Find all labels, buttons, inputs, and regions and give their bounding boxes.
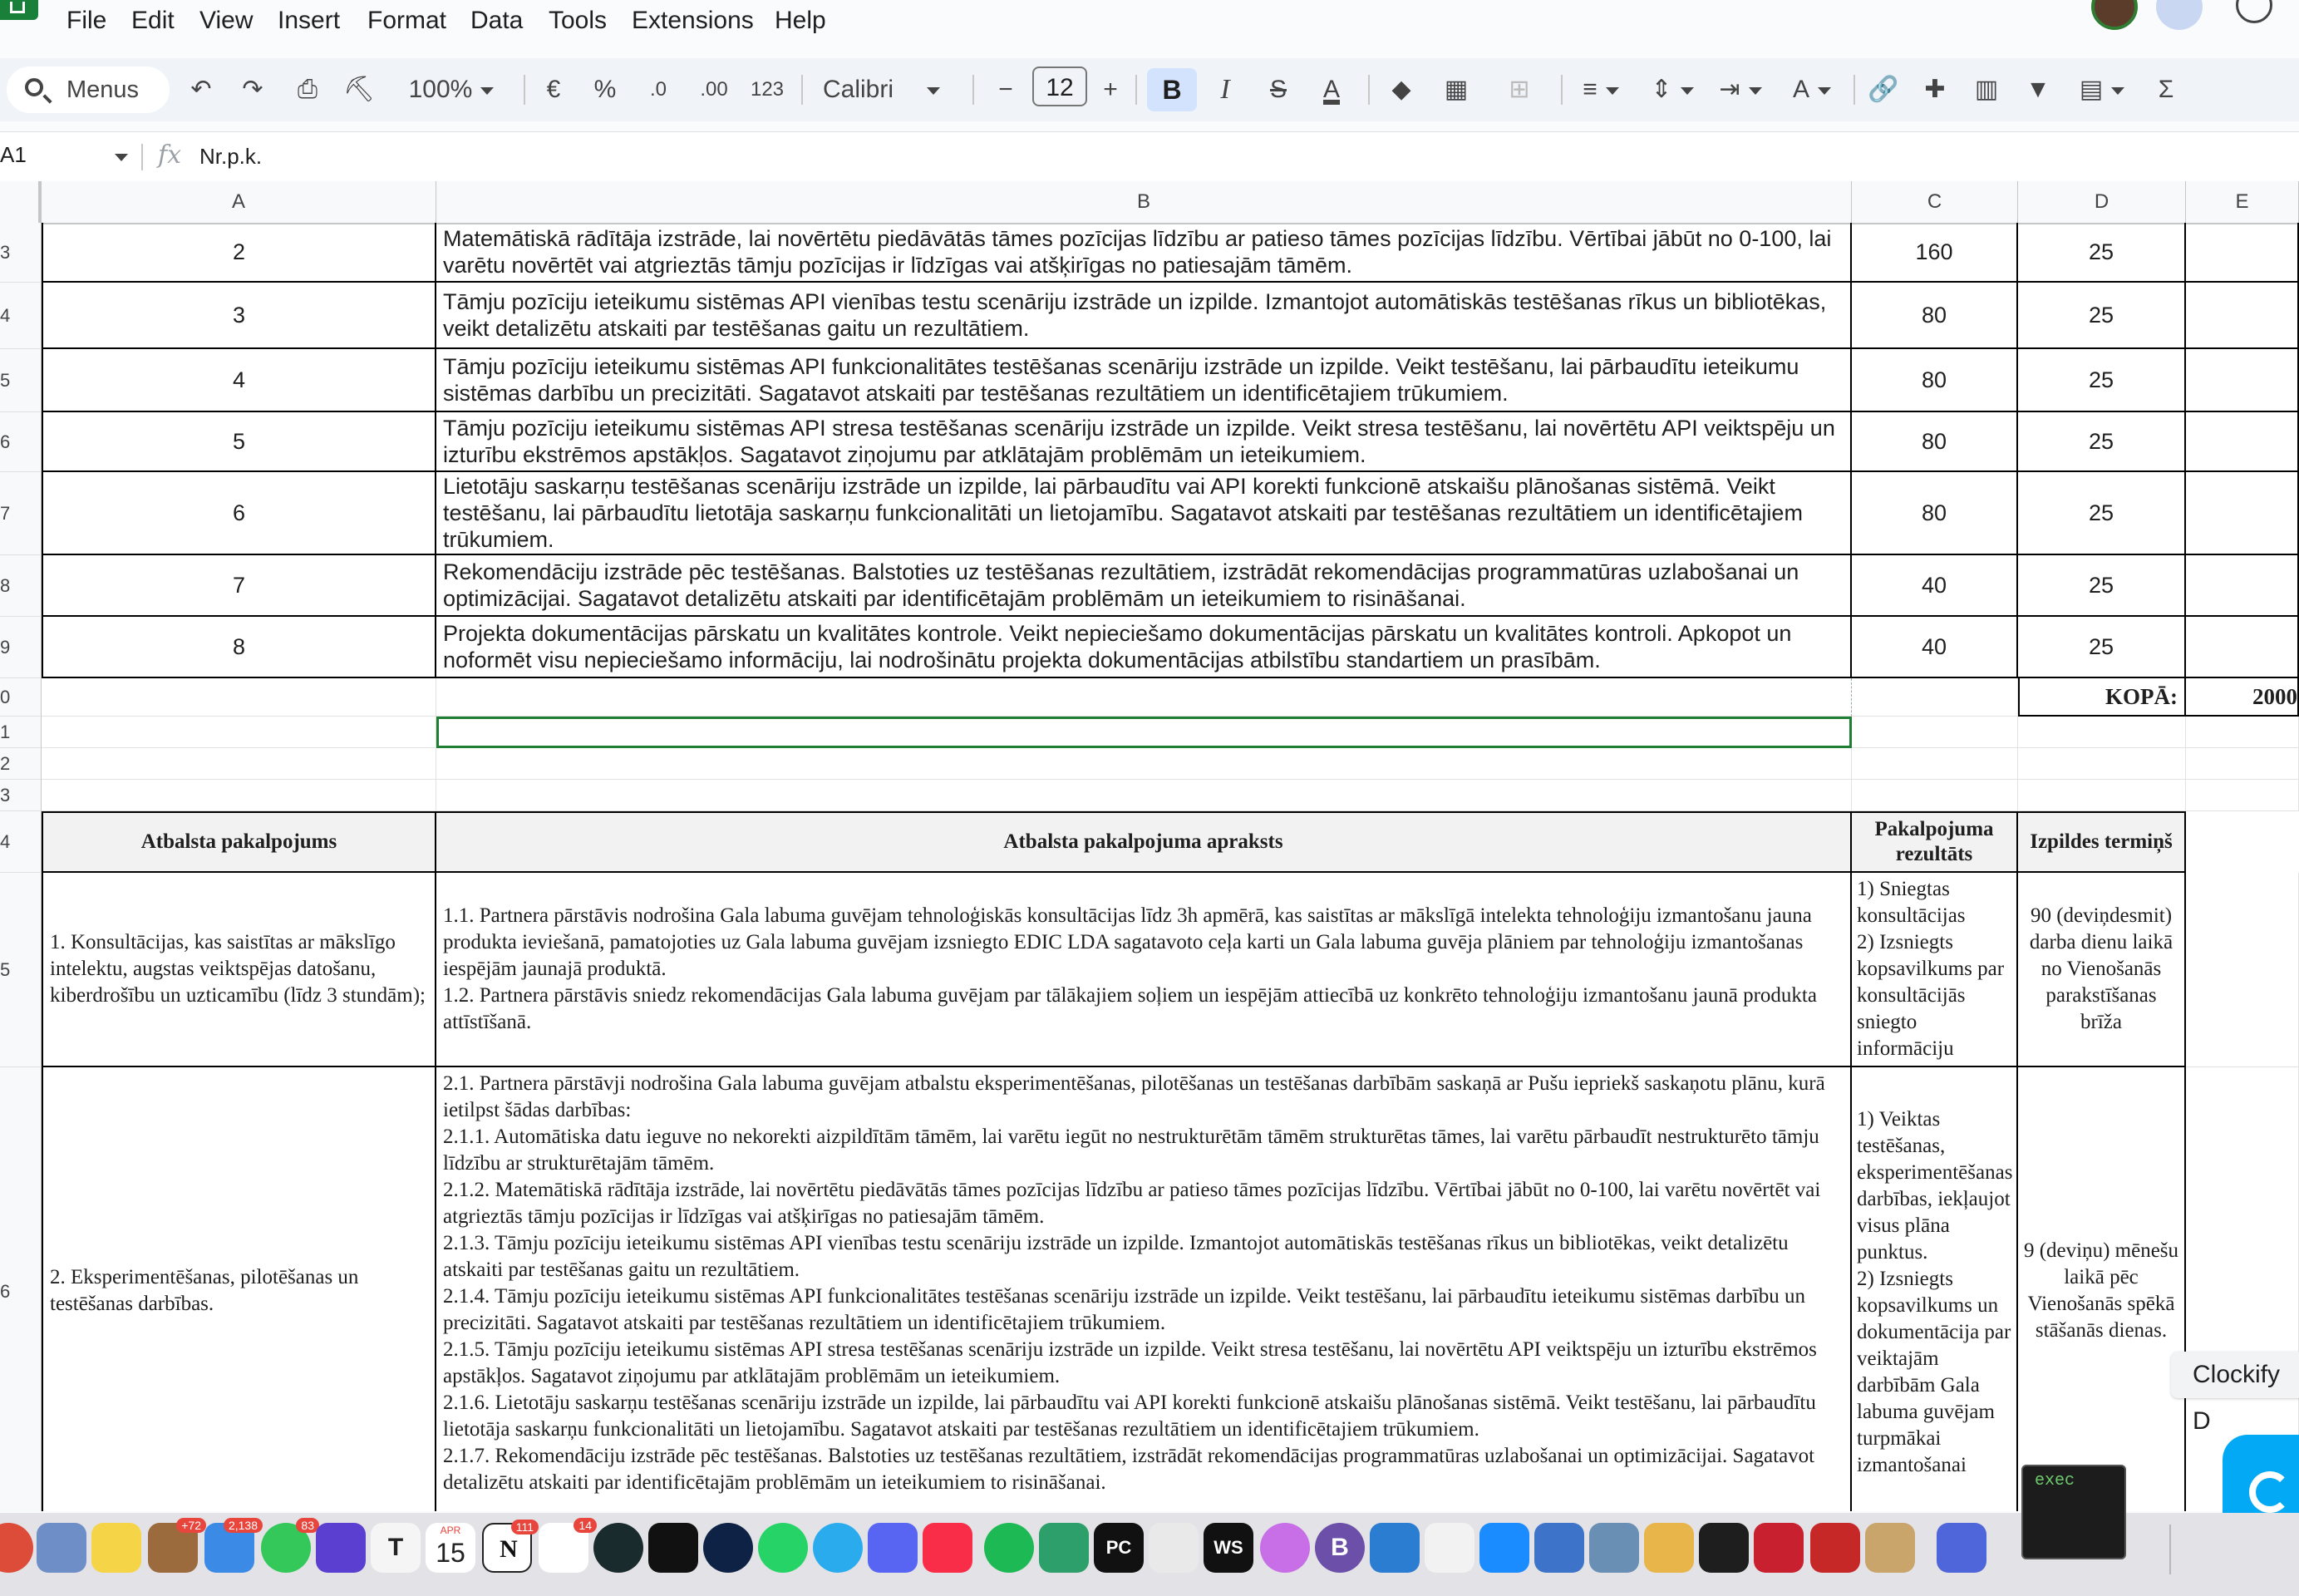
text-wrap-icon[interactable]: ⇥ (1714, 70, 1767, 110)
menu-edit[interactable]: Edit (131, 7, 175, 34)
table-cell-description[interactable]: Tāmju pozīciju ieteikumu sistēmas API vienības testu scenāriju izstrāde un izpilde. Izmantojot automātiskās testēšanas rīkus un bibliotēkas, veikt detalizētu atskaiti par testēšanas gaitu un rezultātiem. (436, 283, 1852, 349)
table-cell-hours[interactable]: 80 (1852, 283, 2018, 349)
clockify-tooltip: Clockify D (2171, 1352, 2299, 1398)
messages-icon[interactable]: 83 (261, 1523, 311, 1573)
empty-cell[interactable] (2186, 873, 2299, 1067)
redo-icon[interactable]: ↷ (242, 76, 263, 103)
media-app-icon[interactable] (1937, 1523, 1986, 1573)
empty-cell[interactable] (1852, 717, 2018, 748)
name-box[interactable]: A1 (0, 142, 27, 167)
vertical-align-icon[interactable]: ⇕ (1646, 70, 1699, 110)
description-paragraph: 2.1.7. Rekomendāciju izstrāde pēc testēšanas. Balstoties uz testēšanas rezultātiem, izstrādāt rekomendācijas programmatūras uzlabošanai un optimizācijai. Sagatavot detalizētu atskaiti par identificētajām problēmām un ieteikumiem to risināšanai. (443, 1445, 1815, 1494)
spotify-icon[interactable] (984, 1523, 1034, 1573)
table-cell-hours[interactable]: 40 (1852, 555, 2018, 617)
table-cell-description[interactable]: Matemātiskā rādītāja izstrāde, lai novērtētu piedāvātās tāmes pozīcijas līdzību ar patieso tāmes pozīcijas līdzību. Vērtībai jābūt no 0-100, lai varētu novērtēt vai atgrieztās tāmju pozīcijas ir līdzīgas vai atšķirīgas no patiesajām tāmēm. (436, 223, 1852, 283)
empty-cell[interactable] (42, 678, 436, 717)
reminders-icon[interactable]: 14 (539, 1523, 588, 1573)
menu-file[interactable]: File (66, 7, 107, 34)
app-store-icon[interactable] (1479, 1523, 1529, 1573)
webstorm-icon[interactable]: WS (1204, 1523, 1253, 1573)
history-icon[interactable] (2236, 0, 2272, 23)
description-paragraph: 2.1. Partnera pārstāvji nodrošina Gala labuma guvējam atbalstu eksperimentēšanas, pilotēšanas un testēšanas darbībām saskaņā ar Pušu iepriekš saskaņotu plānu, kurā ietilpst šādas darbības: (443, 1072, 1825, 1121)
obsidian-icon[interactable] (316, 1523, 366, 1573)
insert-chart-icon[interactable]: ▥ (1974, 76, 1999, 103)
number-format-button[interactable]: 123 (750, 78, 785, 101)
row-header[interactable]: 5 (0, 349, 42, 412)
music-icon[interactable] (923, 1523, 972, 1573)
result-item: 1) Sniegtas konsultācijas (1857, 878, 1966, 927)
telegram-icon[interactable] (813, 1523, 863, 1573)
table-cell-rate[interactable]: 25 (2018, 555, 2186, 617)
table-cell-number[interactable]: 4 (42, 349, 436, 412)
exec-label: exec (2035, 1471, 2075, 1490)
result-item: 1) Veiktas testēšanas, eksperimentēšanas darbības, iekļaujot visus plāna punktus. (1857, 1108, 2013, 1264)
currency-button[interactable]: € (546, 76, 561, 103)
menu-tools[interactable]: Tools (549, 7, 608, 34)
select-all-corner[interactable] (0, 181, 42, 223)
table-cell-rate[interactable]: 25 (2018, 472, 2186, 555)
dock (0, 1513, 2299, 1596)
filter-views-icon[interactable]: ▤ (2073, 70, 2131, 110)
column-header-e[interactable]: E (2186, 181, 2299, 223)
description-paragraph: 2.1.1. Automātiska datu ieguve no nekorekti aizpildītām tāmēm, lai varētu iegūt no nestrukturētām tāmēm strukturētas tāmes, lai varētu pārbaudīt nestrukturēto tāmju līdzību ar strukturētajām tāmēm. (443, 1126, 1819, 1175)
decrease-decimal-button[interactable]: .0 (649, 78, 667, 101)
bootstrap-app-icon[interactable]: B (1315, 1523, 1365, 1573)
figma-icon[interactable] (1699, 1523, 1749, 1573)
user-avatar[interactable] (2091, 0, 2138, 30)
table-cell-hours[interactable]: 160 (1852, 223, 2018, 283)
table-cell-total[interactable] (2186, 472, 2299, 555)
table-cell-total[interactable] (2186, 555, 2299, 617)
table-cell-number[interactable]: 3 (42, 283, 436, 349)
paint-format-icon[interactable]: ⛏ (342, 76, 376, 103)
whatsapp-icon[interactable] (758, 1523, 808, 1573)
search-icon (25, 78, 43, 96)
toolbar (0, 58, 2299, 121)
bold-button[interactable]: B (1147, 68, 1197, 111)
empty-cell[interactable] (2018, 780, 2186, 811)
text-color-button[interactable]: A (1322, 76, 1340, 103)
empty-cell[interactable] (2186, 748, 2299, 780)
share-avatar-icon[interactable] (2156, 0, 2203, 30)
row-header[interactable]: 5 (0, 873, 42, 1067)
description-paragraph: 2.1.5. Tāmju pozīciju ieteikumu sistēmas API stresa testēšanas scenāriju izstrāde un izpilde. Veikt stresa testēšanu, lai novērtētu API veiktspēju un izturību ekstrēmos apstākļos. Sagatavot ziņojumu par atklātajām problēmām un ieteikumiem. (443, 1338, 1817, 1387)
squirrel-app-icon[interactable]: +72 (148, 1523, 198, 1573)
italic-button[interactable]: I (1220, 74, 1230, 105)
description-paragraph: 2.1.4. Tāmju pozīciju ieteikumu sistēmas API funkcionalitātes testēšanas scenāriju izstrāde un izpilde. Veikt testēšanu, lai pārbaudītu ieteikumu sistēmas darbību un precizitāti. Sagatavot atskaiti par testēšanas rezultātiem un identificētajiem trūkumiem. (443, 1285, 1805, 1334)
translate-app-icon[interactable] (1425, 1523, 1474, 1573)
column-header-d[interactable]: D (2018, 181, 2186, 223)
code-app-icon[interactable] (1039, 1523, 1089, 1573)
table-cell-total[interactable] (2186, 223, 2299, 283)
selected-cell[interactable] (436, 717, 1852, 748)
font-size-decrease-button[interactable]: − (998, 76, 1013, 103)
font-select[interactable]: Calibri (823, 70, 956, 110)
empty-cell[interactable] (2186, 780, 2299, 811)
menu-insert[interactable]: Insert (278, 7, 341, 34)
menu-format[interactable]: Format (367, 7, 447, 34)
functions-button[interactable]: Σ (2158, 76, 2174, 103)
search-menus[interactable] (7, 66, 170, 113)
row-header[interactable]: 3 (0, 780, 42, 811)
insert-comment-icon[interactable]: ✚ (1924, 76, 1946, 103)
typora-icon[interactable]: T (371, 1523, 421, 1573)
align-icon[interactable]: ≡ (1574, 70, 1627, 110)
row-header[interactable]: 8 (0, 555, 42, 617)
table-cell-rate[interactable]: 25 (2018, 617, 2186, 678)
table-cell-description[interactable]: Rekomendāciju izstrāde pēc testēšanas. Balstoties uz testēšanas rezultātiem, izstrādāt rekomendācijas programmatūras uzlabošanai un optimizācijai. Sagatavot detalizētu atskaiti par identificētajām problēmām un ieteikumiem to risināšanai. (436, 555, 1852, 617)
support-description-cell[interactable] (436, 1067, 1852, 1511)
table-cell-description[interactable]: Tāmju pozīciju ieteikumu sistēmas API funkcionalitātes testēšanas scenāriju izstrāde un izpilde. Veikt testēšanu, lai pārbaudītu ieteikumu sistēmas darbību un precizitāti. Sagatavot atskaiti par testēšanas rezultātiem un identificētajiem trūkumiem. (436, 349, 1852, 412)
name-box-dropdown-icon[interactable] (115, 154, 128, 161)
table-cell-rate[interactable]: 25 (2018, 223, 2186, 283)
table-cell-hours[interactable]: 40 (1852, 617, 2018, 678)
column-header-a[interactable]: A (42, 181, 436, 223)
description-paragraph: 2.1.3. Tāmju pozīciju ieteikumu sistēmas API vienības testu scenāriju izstrāde un izpilde. Izmantojot automātiskās testēšanas rīkus un bibliotēkas, veikt detalizētu atskaiti par testēšanas gaitu un rezultātiem. (443, 1232, 1789, 1281)
table-cell-description[interactable]: Projekta dokumentācijas pārskatu un kvalitātes kontrole. Veikt nepieciešamo dokumentācijas pārskatu un kvalitātes kontroli. Apkopot un noformēt visu nepieciešamo informāciju, lai nodrošinātu projekta dokumentācijas atbilstību standartiem un prasībām. (436, 617, 1852, 678)
table-cell-hours[interactable]: 80 (1852, 412, 2018, 472)
row-header[interactable]: 6 (0, 1067, 42, 1511)
calendar-icon[interactable]: APR 15 (426, 1523, 475, 1573)
table-cell-total[interactable] (2186, 349, 2299, 412)
table-cell-number[interactable]: 6 (42, 472, 436, 555)
empty-cell[interactable] (436, 780, 1852, 811)
gitkraken-icon[interactable] (593, 1523, 643, 1573)
sheet-grid[interactable] (0, 181, 2299, 1511)
exec-terminal-window[interactable] (2021, 1465, 2126, 1559)
redis-app-icon[interactable] (1754, 1523, 1804, 1573)
description-paragraph: 2.1.2. Matemātiskā rādītāja izstrāde, lai novērtētu piedāvātās tāmes pozīcijas līdzību ar patieso tāmes pozīcijas līdzību. Vērtībai jābūt no 0-100, lai varētu novērtēt vai atgrieztās tāmju pozīcijas ir līdzīgas vai atšķirīgas no patiesajām tāmēm. (443, 1179, 1821, 1228)
visual-paradigm-icon[interactable] (1370, 1523, 1420, 1573)
percent-button[interactable]: % (593, 76, 617, 103)
row-header[interactable]: 6 (0, 412, 42, 472)
empty-cell[interactable] (2018, 717, 2186, 748)
empty-cell[interactable] (1852, 748, 2018, 780)
row-header[interactable]: 4 (0, 283, 42, 349)
preview-icon[interactable] (1644, 1523, 1694, 1573)
filter-icon[interactable]: ▼ (2026, 76, 2050, 103)
row-header[interactable]: 7 (0, 472, 42, 555)
flower-app-icon[interactable] (1260, 1523, 1310, 1573)
total-label[interactable]: KOPĀ: (2018, 678, 2186, 717)
mail-icon[interactable]: 2,138 (204, 1523, 254, 1573)
menu-bar (0, 0, 2299, 47)
notion-icon[interactable]: N 111 (482, 1523, 532, 1573)
table-cell-number[interactable]: 5 (42, 412, 436, 472)
xcode-icon[interactable] (1534, 1523, 1584, 1573)
font-size-input[interactable]: 12 (1032, 66, 1087, 106)
result-item: 2) Izsniegts kopsavilkums un dokumentācija par veiktajām darbībām Gala labuma guvējam turpmākai izmantošanai (1857, 1268, 2011, 1476)
support-header-deadline[interactable]: Izpildes termiņš (2018, 811, 2186, 873)
fx-icon: fx (158, 140, 182, 170)
formula-input[interactable]: Nr.p.k. (199, 144, 263, 169)
row-header[interactable]: 3 (0, 223, 42, 283)
column-header-c[interactable]: C (1852, 181, 2018, 223)
empty-cell[interactable] (1852, 678, 2018, 717)
search-label: Menus (66, 76, 140, 103)
column-headers (0, 181, 2299, 224)
support-deadline-cell[interactable]: 90 (deviņdesmit) darba dienu laikā no Vienošanās parakstīšanas brīža (2018, 873, 2186, 1067)
chrome-icon[interactable] (0, 1523, 33, 1573)
strikethrough-button[interactable]: S (1269, 76, 1287, 103)
pycharm-icon[interactable]: PC (1094, 1523, 1144, 1573)
empty-cell[interactable] (2186, 717, 2299, 748)
table-cell-total[interactable] (2186, 283, 2299, 349)
table-cell-number[interactable]: 7 (42, 555, 436, 617)
table-cell-total[interactable] (2186, 412, 2299, 472)
column-header-b[interactable]: B (436, 181, 1852, 223)
table-cell-hours[interactable]: 80 (1852, 349, 2018, 412)
table-cell-rate[interactable]: 25 (2018, 283, 2186, 349)
menu-extensions[interactable]: Extensions (632, 7, 754, 34)
table-cell-rate[interactable]: 25 (2018, 349, 2186, 412)
support-service-cell[interactable]: 1. Konsultācijas, kas saistītas ar mākslīgo intelektu, augstas veiktspējas datošanu, kiberdrošību un uzticamību (līdz 3 stundām); (42, 873, 436, 1067)
table-cell-rate[interactable]: 25 (2018, 412, 2186, 472)
discord-icon[interactable] (868, 1523, 918, 1573)
row-header[interactable]: 0 (0, 678, 42, 717)
table-cell-hours[interactable]: 80 (1852, 472, 2018, 555)
empty-cell[interactable] (42, 717, 436, 748)
table-cell-total[interactable] (2186, 617, 2299, 678)
support-service-cell[interactable]: 2. Eksperimentēšanas, pilotēšanas un testēšanas darbības. (42, 1067, 436, 1511)
dock-divider (2169, 1525, 2171, 1574)
row-header[interactable]: 1 (0, 717, 42, 748)
zoom-select[interactable]: 100% (397, 70, 505, 110)
menu-data[interactable]: Data (470, 7, 524, 34)
fill-color-icon[interactable]: ◆ (1391, 76, 1411, 103)
undo-icon[interactable]: ↶ (190, 76, 212, 103)
table-cell-description[interactable]: Tāmju pozīciju ieteikumu sistēmas API stresa testēšanas scenāriju izstrāde un izpilde. Veikt stresa testēšanu, lai novērtētu API veiktspēju un izturību ekstrēmos apstākļos. Sagatavot ziņojumu par atklātajām problēmām un ieteikumiem. (436, 412, 1852, 472)
description-paragraph: 1.1. Partnera pārstāvis nodrošina Gala labuma guvējam tehnoloģiskās konsultācijas līdz 3h apmērā, kas saistītas ar mākslīgā intelekta tehnoloģiju izmantošanu jauna produkta ieviešanā, pamatojoties uz Gala labuma guvējam izsniegto EDIC LDA sagatavoto ceļa karti un Gala labuma guvēja plāniem par tehnoloģiju izmantošanas iespējām jaunajā produktā. (443, 904, 1812, 980)
terminal-icon[interactable] (648, 1523, 698, 1573)
row-header[interactable]: 2 (0, 748, 42, 780)
support-result-cell[interactable] (1852, 1067, 2018, 1511)
total-value[interactable]: 2000 (2186, 678, 2299, 717)
empty-cell[interactable] (436, 748, 1852, 780)
table-cell-description[interactable]: Lietotāju saskarņu testēšanas scenāriju izstrāde un izpilde, lai pārbaudītu vai API korekti funkcionē atskaišu plānošanas sistēmā. Veikt testēšanu, lai pārbaudītu lietotāja saskarņu funkcionalitāti un lietojamību. Sagatavot atskaiti par testēšanas rezultātiem un identificētajiem trūkumiem. (436, 472, 1852, 555)
notes-icon[interactable] (91, 1523, 141, 1573)
table-cell-number[interactable]: 2 (42, 223, 436, 283)
empty-cell[interactable] (42, 780, 436, 811)
empty-cell[interactable] (2018, 748, 2186, 780)
support-header-description[interactable]: Atbalsta pakalpojuma apraksts (436, 811, 1852, 873)
result-item: 2) Izsniegts kopsavilkums par konsultācijās sniegto informāciju (1857, 931, 2005, 1060)
insert-link-icon[interactable]: 🔗 (1868, 76, 1899, 103)
row-header[interactable]: 4 (0, 811, 42, 873)
description-paragraph: 1.2. Partnera pārstāvis sniedz rekomendācijas Gala labuma guvējam par tālākajiem soļiem un iespējām attiecībā uz konkrēto tehnoloģiju izmantošanu jaunā produkta attīstīšanā. (443, 984, 1817, 1033)
print-icon[interactable]: ⎙ (298, 76, 318, 103)
menu-help[interactable]: Help (775, 7, 826, 34)
text-rotate-icon[interactable]: A (1785, 70, 1839, 110)
formula-bar (0, 131, 2299, 183)
empty-cell[interactable] (42, 748, 436, 780)
archive-app-icon[interactable] (37, 1523, 86, 1573)
description-paragraph: 2.1.6. Lietotāju saskarņu testēšanas scenāriju izstrāde un izpilde, lai pārbaudītu vai API korekti funkcionē atskaišu plānošanas sistēmā. Veikt testēšanu, lai pārbaudītu lietotāja saskarņu funkcionalitāti un lietojamību. Sagatavot atskaiti par testēšanas rezultātiem un identificētajiem trūkumiem. (443, 1392, 1816, 1441)
stocks-icon[interactable] (1589, 1523, 1639, 1573)
font-size-increase-button[interactable]: + (1103, 76, 1118, 103)
support-header-service[interactable]: Atbalsta pakalpojums (42, 811, 436, 873)
cube-app-icon[interactable] (1149, 1523, 1199, 1573)
sheets-logo-icon[interactable] (0, 0, 38, 20)
menu-view[interactable]: View (199, 7, 254, 34)
g-app-icon[interactable] (1810, 1523, 1860, 1573)
increase-decimal-button[interactable]: .00 (700, 78, 728, 101)
support-result-cell[interactable] (1852, 873, 2018, 1067)
empty-cell[interactable] (436, 678, 1852, 717)
vpn-app-icon[interactable] (703, 1523, 753, 1573)
empty-cell[interactable] (1852, 780, 2018, 811)
support-deadline-cell[interactable]: 9 (deviņu) mēnešu laikā pēc Vienošanās spēkā stāšanās dienas. (2018, 1067, 2186, 1511)
support-description-cell[interactable] (436, 873, 1852, 1067)
pattern-app-icon[interactable] (1865, 1523, 1915, 1573)
table-cell-number[interactable]: 8 (42, 617, 436, 678)
support-header-result[interactable]: Pakalpojuma rezultāts (1852, 811, 2018, 873)
borders-icon[interactable]: ▦ (1444, 76, 1469, 103)
merge-cells-icon[interactable]: ⊞ (1509, 76, 1530, 103)
row-header[interactable]: 9 (0, 617, 42, 678)
